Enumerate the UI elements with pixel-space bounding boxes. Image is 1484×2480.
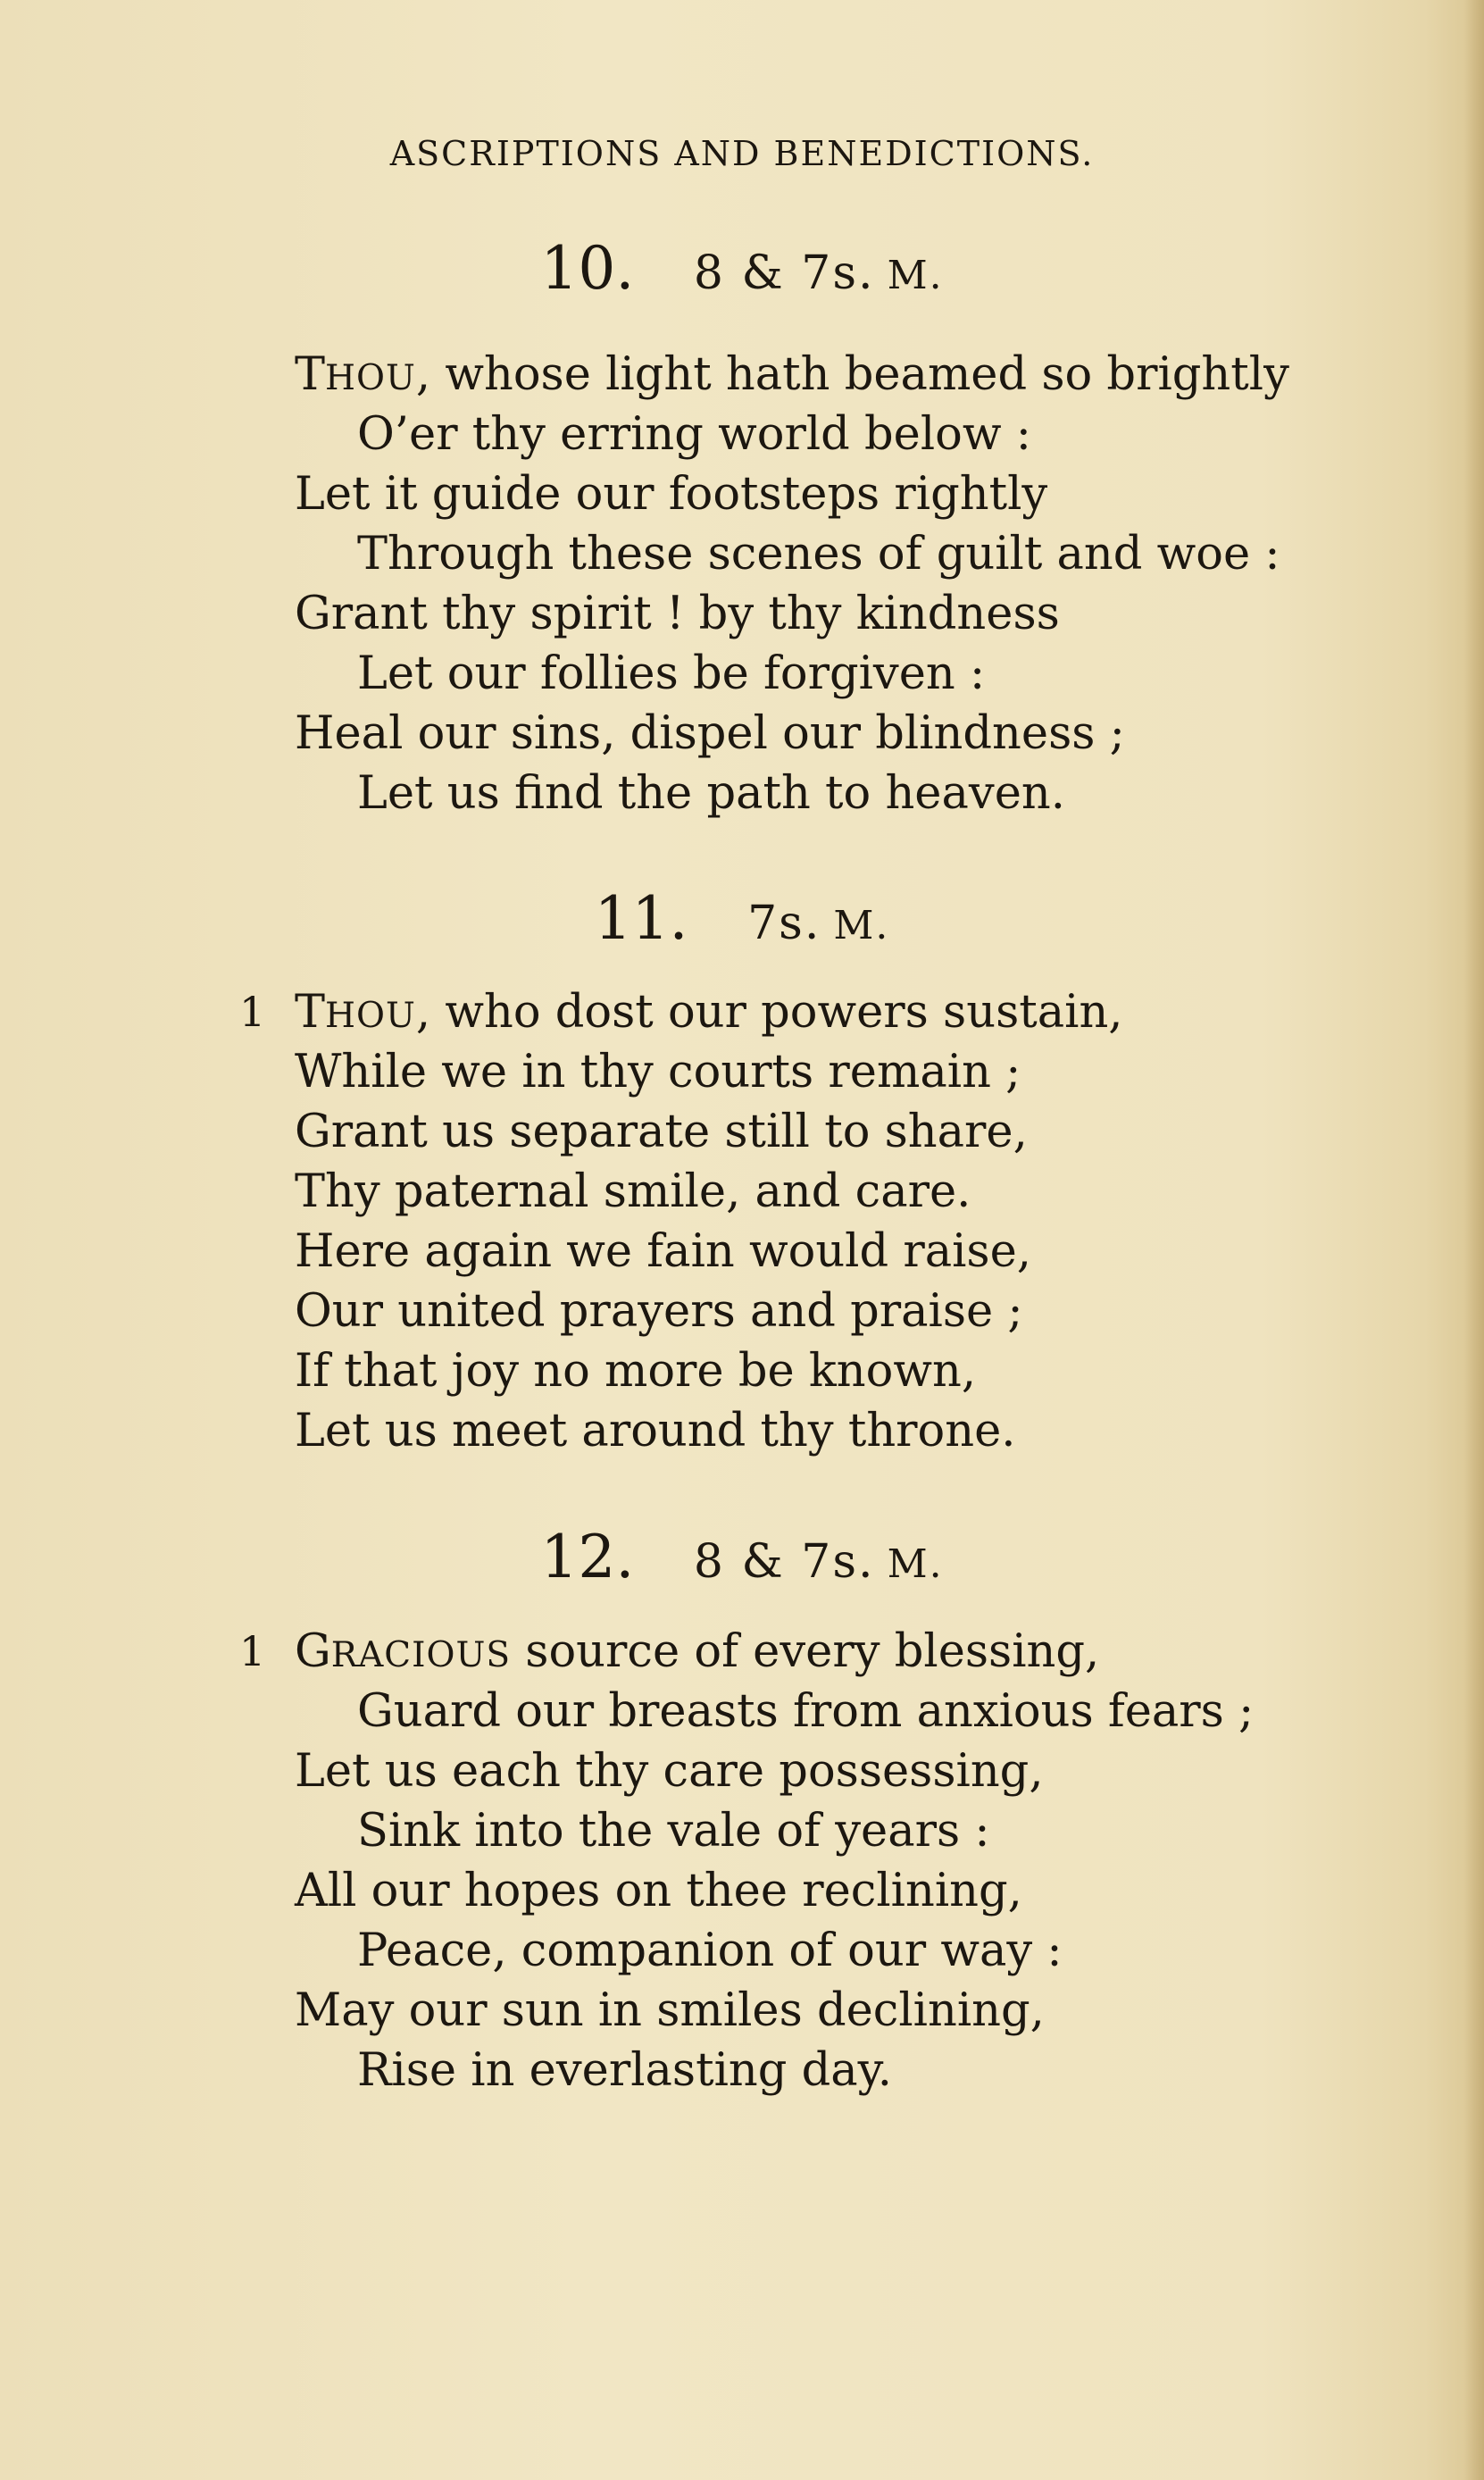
hymn-meter: 8 & 7s. M. xyxy=(693,1535,944,1589)
verse-line: Grant us separate still to share, xyxy=(295,1106,1028,1158)
hymn-number: 12. xyxy=(540,1523,635,1591)
running-head: ASCRIPTIONS AND BENEDICTIONS. xyxy=(389,134,1095,173)
verse-line: THOU, whose light hath beamed so brightly xyxy=(295,348,1289,401)
page-edge xyxy=(1464,0,1484,2480)
verse-line: While we in thy courts remain ; xyxy=(295,1046,1021,1098)
verse-line: Let it guide our footsteps rightly xyxy=(295,468,1048,521)
verse-line: Guard our breasts from anxious fears ; xyxy=(357,1685,1255,1738)
stanza-number: 1 xyxy=(239,1627,266,1675)
verse-line: All our hopes on thee reclining, xyxy=(295,1865,1022,1917)
verse-line: Let us find the path to heaven. xyxy=(357,767,1065,820)
verse-line: Sink into the vale of years : xyxy=(357,1805,990,1858)
hymn-10-heading xyxy=(0,234,1484,303)
hymn-meter: 8 & 7s. M. xyxy=(693,246,944,300)
hymn-meter: 7s. M. xyxy=(747,897,890,950)
verse-line: GRACIOUS source of every blessing, xyxy=(295,1625,1100,1678)
verse-line: Let us meet around thy throne. xyxy=(295,1405,1016,1457)
verse-line: May our sun in smiles declining, xyxy=(295,1984,1045,2037)
verse-line: Heal our sins, dispel our blindness ; xyxy=(295,707,1125,760)
verse-line: Thy paternal smile, and care. xyxy=(295,1165,971,1218)
hymn-number: 11. xyxy=(594,884,688,953)
hymn-10-verse xyxy=(295,345,1420,823)
verse-line: Let our follies be forgiven : xyxy=(357,647,986,700)
hymn-12-verse xyxy=(239,1622,1420,2100)
verse-line: Through these scenes of guilt and woe : xyxy=(357,528,1280,580)
verse-line: Rise in everlasting day. xyxy=(357,2044,892,2097)
verse-line: Here again we fain would raise, xyxy=(295,1225,1031,1278)
verse-line: Peace, companion of our way : xyxy=(357,1925,1063,1977)
verse-line: Grant thy spirit ! by thy kindness xyxy=(295,588,1060,640)
verse-line: Let us each thy care possessing, xyxy=(295,1745,1044,1798)
stanza-number: 1 xyxy=(239,988,266,1036)
hymn-12-heading xyxy=(0,1523,1484,1591)
verse-line: THOU, who dost our powers sustain, xyxy=(295,986,1123,1039)
hymn-11-verse xyxy=(239,982,1420,1461)
verse-line: O’er thy erring world below : xyxy=(357,408,1031,461)
hymn-11-heading xyxy=(0,884,1484,953)
verse-line: Our united prayers and praise ; xyxy=(295,1285,1023,1338)
hymn-number: 10. xyxy=(540,234,635,303)
verse-line: If that joy no more be known, xyxy=(295,1345,977,1398)
